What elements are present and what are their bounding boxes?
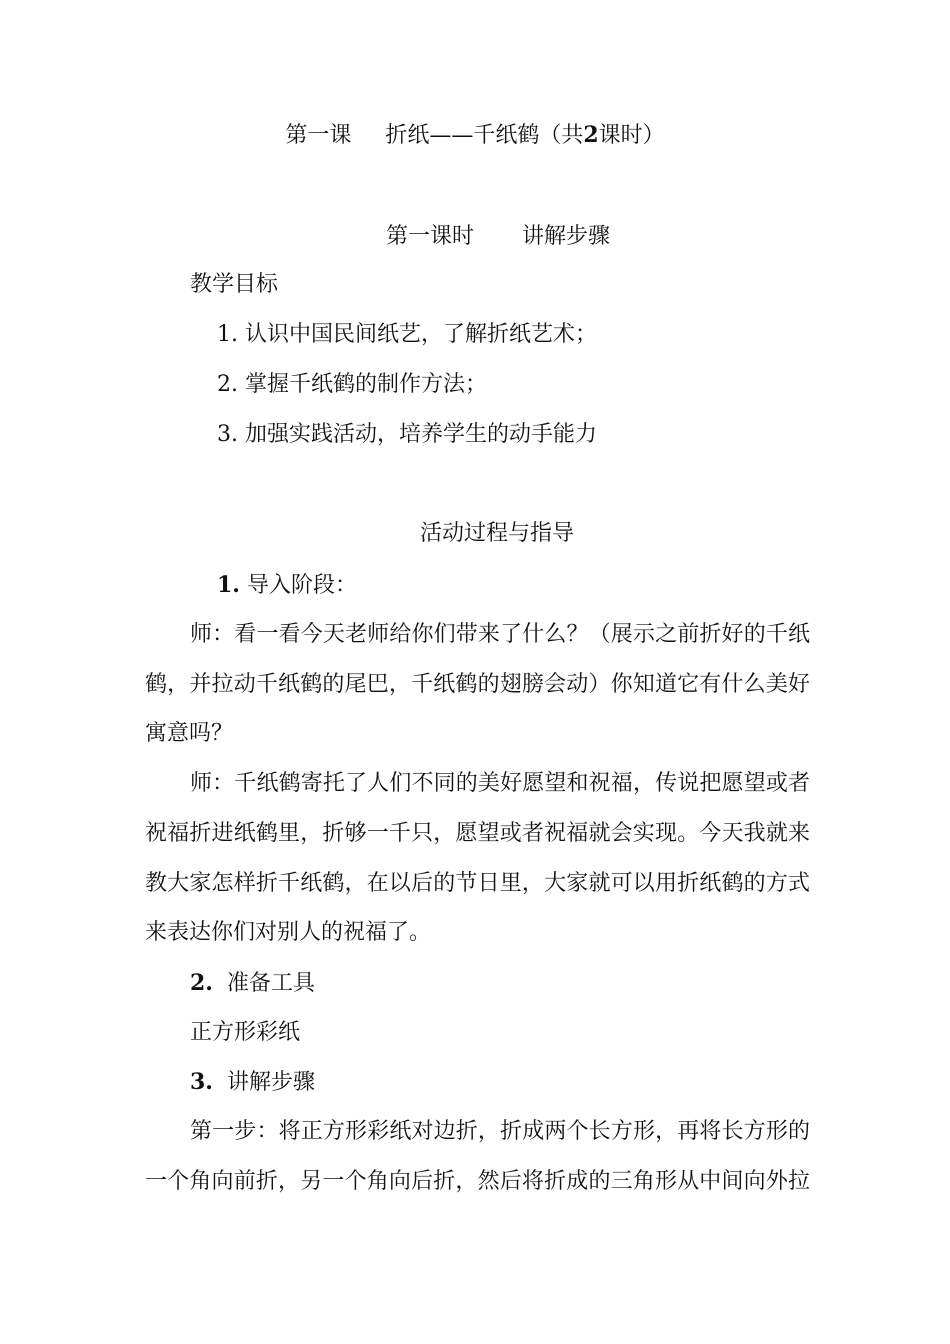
tools-content: 正方形彩纸 xyxy=(190,1020,301,1045)
paragraph-line: 第一步：将正方形彩纸对边折，折成两个长方形，再将长方形的 xyxy=(190,1119,810,1144)
section-title: 导入阶段： xyxy=(246,573,357,598)
document-title xyxy=(0,122,950,149)
title-topic-end: 课时） xyxy=(598,123,665,148)
subtitle-period: 第一课时 xyxy=(386,224,475,249)
subtitle-name: 讲解步骤 xyxy=(522,224,611,249)
objective-text: 认识中国民间纸艺，了解折纸艺术； xyxy=(245,322,598,347)
section-heading xyxy=(190,1069,315,1096)
section-number: 2. xyxy=(190,970,213,996)
objectives-heading: 教学目标 xyxy=(190,272,279,297)
process-heading: 活动过程与指导 xyxy=(420,521,575,546)
paragraph-line: 来表达你们对别人的祝福了。 xyxy=(145,920,432,945)
objective-text: 加强实践活动，培养学生的动手能力 xyxy=(245,422,598,447)
objective-number: 1. xyxy=(217,322,238,347)
section-title: 讲解步骤 xyxy=(226,1070,315,1095)
objective-number: 2. xyxy=(217,372,238,397)
section-number: 3. xyxy=(190,1069,213,1095)
paragraph-line: 寓意吗？ xyxy=(145,721,234,746)
paragraph-line: 教大家怎样折千纸鹤，在以后的节日里，大家就可以用折纸鹤的方式 xyxy=(145,871,810,896)
paragraph-line: 师：千纸鹤寄托了人们不同的美好愿望和祝福，传说把愿望或者 xyxy=(190,771,810,796)
paragraph-line: 一个角向前折，另一个角向后折，然后将折成的三角形从中间向外拉 xyxy=(145,1169,810,1194)
objective-text: 掌握千纸鹤的制作方法； xyxy=(245,372,488,397)
objective-item xyxy=(217,322,597,348)
objective-number: 3. xyxy=(217,422,238,447)
section-title: 准备工具 xyxy=(226,971,315,996)
title-count: 2 xyxy=(583,122,599,148)
paragraph-line: 祝福折进纸鹤里，折够一千只，愿望或者祝福就会实现。今天我就来 xyxy=(145,821,810,846)
paragraph-line: 鹤，并拉动千纸鹤的尾巴，千纸鹤的翅膀会动）你知道它有什么美好 xyxy=(145,672,810,697)
objective-item xyxy=(217,422,597,448)
section-number: 1. xyxy=(217,572,240,598)
section-heading xyxy=(190,970,315,997)
section-heading xyxy=(217,572,357,599)
title-lesson: 第一课 xyxy=(285,123,352,148)
paragraph-line: 师：看一看今天老师给你们带来了什么？（展示之前折好的千纸 xyxy=(190,622,810,647)
objective-item xyxy=(217,372,487,398)
document-subtitle xyxy=(386,224,610,250)
title-topic: 折纸——千纸鹤（共 xyxy=(385,123,584,148)
